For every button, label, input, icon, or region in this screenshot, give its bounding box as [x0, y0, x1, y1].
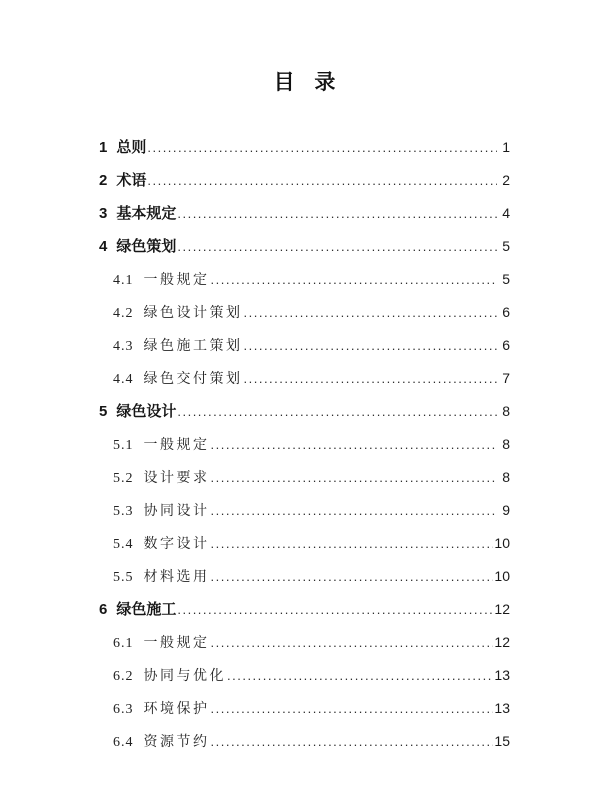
toc-entry[interactable]: [99, 395, 510, 428]
toc-entry-page: 13: [494, 700, 510, 716]
toc-entry-title: 术语: [116, 172, 147, 189]
toc-entry-page: 6: [502, 337, 510, 353]
toc-entry-title: 材料选用: [143, 570, 210, 585]
toc-entry-page: 4: [502, 205, 510, 221]
dot-leader: [147, 164, 497, 197]
toc-entry-page: 2: [502, 172, 510, 188]
toc-entry-page: 8: [502, 403, 510, 419]
toc-entry-number: 3: [99, 205, 108, 222]
toc-entry-page: 1: [502, 139, 510, 155]
toc-entry-title: 数字设计: [143, 537, 210, 552]
toc-entry-title: 协同与优化: [143, 669, 226, 684]
toc-entry-title: 资源节约: [143, 735, 210, 750]
toc-entry-title: 一般规定: [143, 636, 210, 651]
toc-entry-page: 9: [502, 502, 510, 518]
dot-leader: [211, 428, 498, 461]
toc-entry-number: 4.1: [113, 273, 134, 288]
toc-entry-page: 12: [494, 634, 510, 650]
toc-entry-page: 8: [502, 469, 510, 485]
toc-entry-title: 一般规定: [143, 438, 210, 453]
toc-entry-number: 5.3: [113, 504, 134, 519]
toc-entry-page: 13: [494, 667, 510, 683]
toc-entry[interactable]: [99, 494, 510, 527]
toc-entry-title: 绿色设计策划: [143, 306, 243, 321]
toc-entry-title: 一般规定: [143, 273, 210, 288]
toc-entry[interactable]: [99, 263, 510, 296]
toc-entry-number: 4.4: [113, 372, 134, 387]
toc-entry[interactable]: [99, 362, 510, 395]
toc-entry-page: 5: [502, 271, 510, 287]
toc-entry-number: 5.5: [113, 570, 134, 585]
toc-entry[interactable]: [99, 296, 510, 329]
toc-entry-number: 1: [99, 139, 108, 156]
toc-entry-number: 6.4: [113, 735, 134, 750]
toc-entry-title: 总则: [116, 139, 147, 156]
dot-leader: [211, 560, 494, 593]
toc-entry-number: 2: [99, 172, 108, 189]
toc-entry-title: 绿色交付策划: [143, 372, 243, 387]
toc-entry-title: 基本规定: [116, 205, 177, 222]
dot-leader: [227, 659, 493, 692]
toc-entry[interactable]: [99, 428, 510, 461]
toc-entry-number: 5.4: [113, 537, 134, 552]
toc-entry[interactable]: [99, 131, 510, 164]
toc-entry[interactable]: [99, 197, 510, 230]
toc-entry-page: 7: [502, 370, 510, 386]
toc-entry[interactable]: [99, 164, 510, 197]
dot-leader: [211, 527, 494, 560]
dot-leader: [147, 131, 497, 164]
toc-entry-number: 6.1: [113, 636, 134, 651]
dot-leader: [177, 197, 497, 230]
dot-leader: [211, 692, 494, 725]
toc-entry[interactable]: [99, 692, 510, 725]
toc-entry-number: 4.2: [113, 306, 134, 321]
toc-entry[interactable]: [99, 461, 510, 494]
toc-list: [99, 131, 510, 758]
dot-leader: [177, 593, 493, 626]
toc-entry[interactable]: [99, 626, 510, 659]
toc-entry-number: 5: [99, 403, 108, 420]
toc-entry-title: 绿色施工: [116, 601, 177, 618]
toc-entry[interactable]: [99, 329, 510, 362]
toc-entry-number: 5.2: [113, 471, 134, 486]
toc-entry-page: 10: [494, 535, 510, 551]
toc-entry-page: 15: [494, 733, 510, 749]
toc-entry-number: 6: [99, 601, 108, 618]
toc-entry-page: 10: [494, 568, 510, 584]
dot-leader: [211, 725, 494, 758]
dot-leader: [211, 494, 498, 527]
dot-leader: [211, 461, 498, 494]
toc-entry-title: 协同设计: [143, 504, 210, 519]
toc-entry-page: 8: [502, 436, 510, 452]
dot-leader: [244, 296, 498, 329]
toc-entry-title: 绿色设计: [116, 403, 177, 420]
toc-entry-title: 绿色策划: [116, 238, 177, 255]
toc-entry[interactable]: [99, 659, 510, 692]
dot-leader: [211, 626, 494, 659]
toc-entry[interactable]: [99, 593, 510, 626]
toc-entry-number: 4.3: [113, 339, 134, 354]
toc-entry[interactable]: [99, 725, 510, 758]
toc-entry[interactable]: [99, 560, 510, 593]
dot-leader: [244, 362, 498, 395]
toc-entry-page: 6: [502, 304, 510, 320]
page-title: 目 录: [273, 71, 343, 94]
toc-entry-number: 6.2: [113, 669, 134, 684]
toc-entry[interactable]: [99, 230, 510, 263]
dot-leader: [177, 230, 497, 263]
toc-entry-title: 绿色施工策划: [143, 339, 243, 354]
toc-entry-title: 设计要求: [143, 471, 210, 486]
dot-leader: [177, 395, 497, 428]
toc-entry-page: 12: [494, 601, 510, 617]
toc-entry-number: 6.3: [113, 702, 134, 717]
toc-entry-title: 环境保护: [143, 702, 210, 717]
toc-entry[interactable]: [99, 527, 510, 560]
toc-entry-number: 5.1: [113, 438, 134, 453]
toc-entry-number: 4: [99, 238, 108, 255]
dot-leader: [211, 263, 498, 296]
toc-entry-page: 5: [502, 238, 510, 254]
dot-leader: [244, 329, 498, 362]
